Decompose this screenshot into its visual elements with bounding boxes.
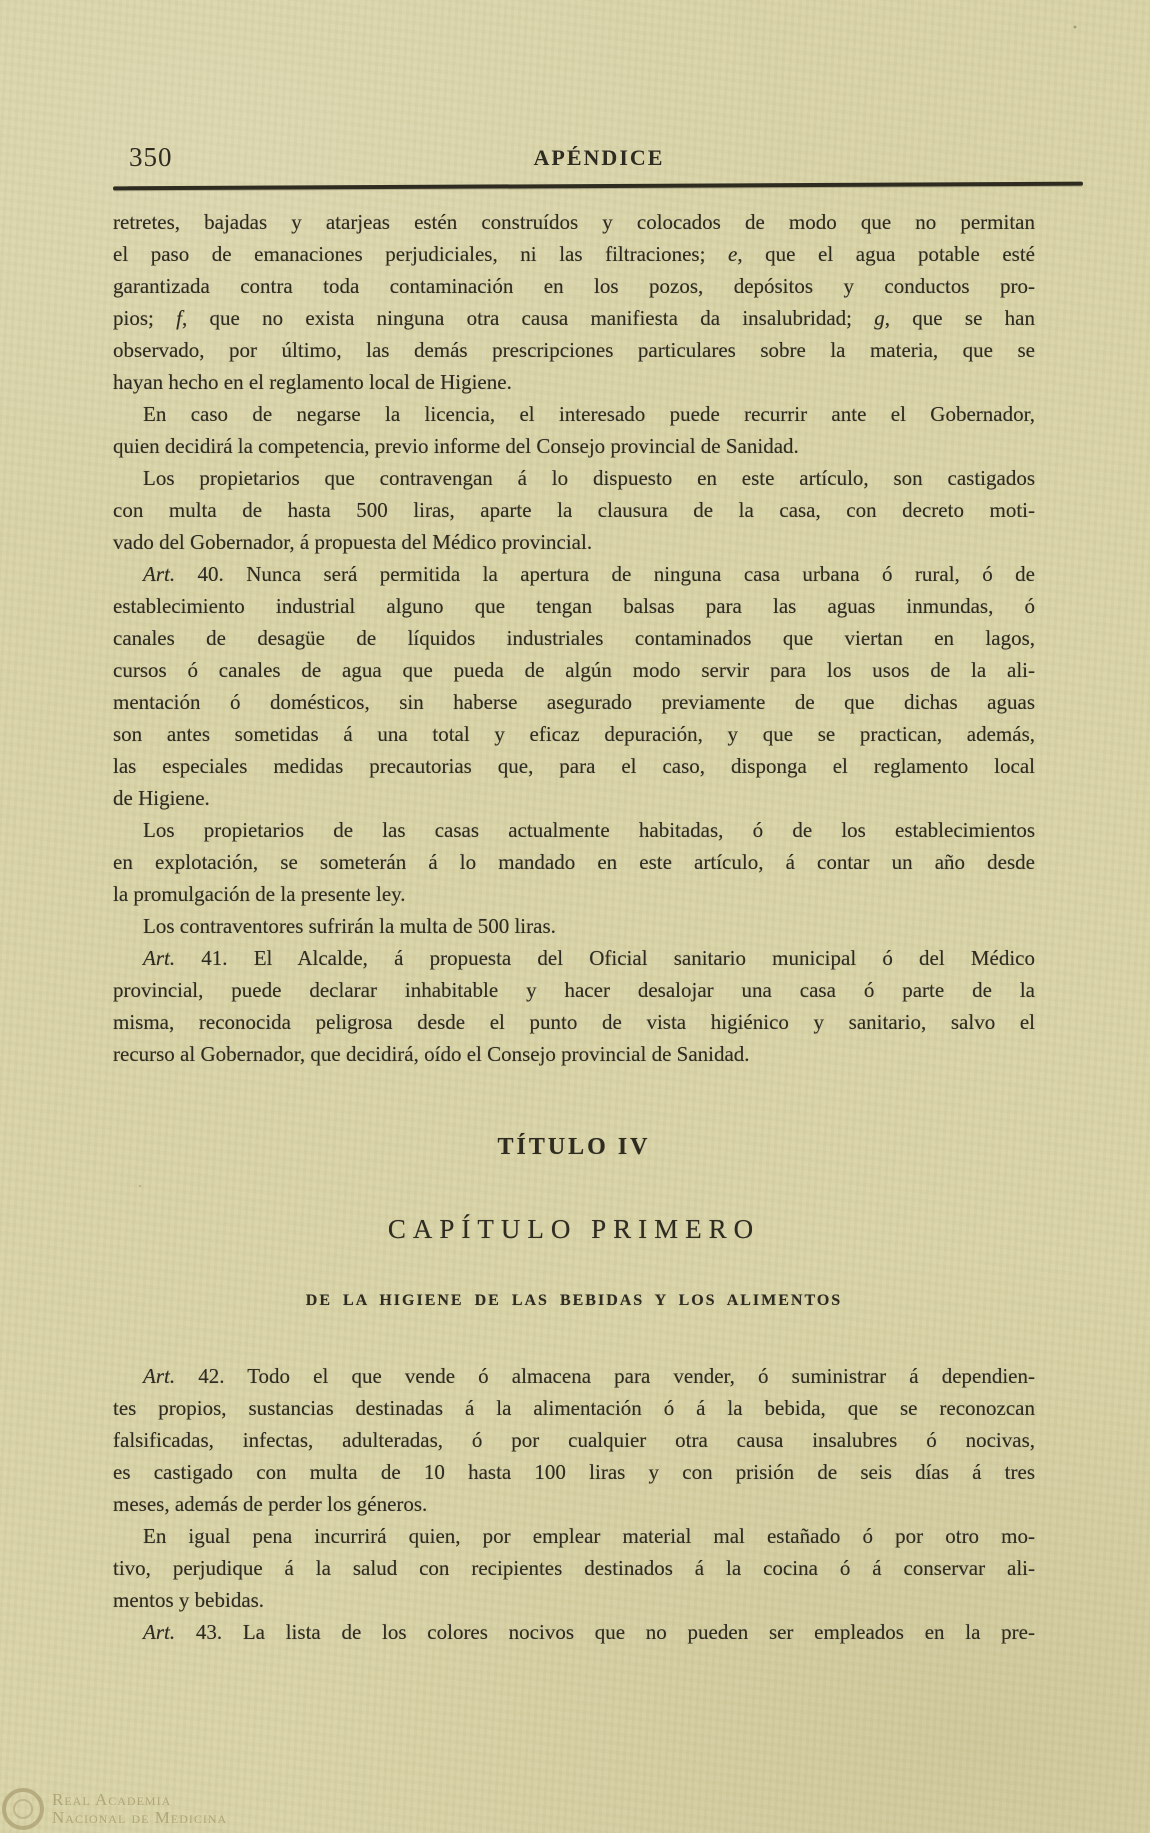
text-line: misma, reconocida peligrosa desde el punto de vista higiénico y sanitario, salvo el	[113, 1010, 1035, 1034]
text-line: falsificadas, infectas, adulteradas, ó por cualquier otra causa insalubres ó nocivas,	[113, 1428, 1035, 1452]
text-line: hayan hecho en el reglamento local de Higiene.	[113, 370, 512, 394]
paragraph	[113, 1616, 1035, 1648]
text-line: Art. 41. El Alcalde, á propuesta del Oficial sanitario municipal ó del Médico	[143, 946, 1035, 970]
text-line: provincial, puede declarar inhabitable y hacer desalojar una casa ó parte de la	[113, 978, 1035, 1002]
text-line: Art. 40. Nunca será permitida la apertura de ninguna casa urbana ó rural, ó de	[143, 562, 1035, 586]
paragraph	[113, 558, 1035, 814]
text-line: En igual pena incurrirá quien, por emplear material mal estañado ó por otro mo-	[143, 1524, 1035, 1548]
watermark-line2: Nacional de Medicina	[52, 1808, 228, 1827]
heading-section: DE LA HIGIENE DE LAS BEBIDAS Y LOS ALIMENTOS	[305, 1292, 843, 1309]
text-line: son antes sometidas á una total y eficaz depuración, y que se practican, además,	[113, 722, 1035, 746]
text-line: Art. 42. Todo el que vende ó almacena para vender, ó suministrar á dependien-	[143, 1364, 1035, 1388]
page-header	[113, 142, 1085, 176]
text-line: tes propios, sustancias destinadas á la alimentación ó á la bebida, que se reconozcan	[113, 1396, 1035, 1420]
text-line: meses, además de perder los géneros.	[113, 1492, 428, 1516]
text-line: observado, por último, las demás prescripciones particulares sobre la materia, que se	[113, 338, 1035, 362]
text-line: el paso de emanaciones perjudiciales, ni las filtraciones; e, que el agua potable esté	[113, 242, 1035, 266]
text-line: quien decidirá la competencia, previo informe del Consejo provincial de Sanidad.	[113, 434, 799, 458]
text-line: las especiales medidas precautorias que, para el caso, disponga el reglamento local	[113, 754, 1035, 778]
text-line: la promulgación de la presente ley.	[113, 882, 406, 906]
text-line: con multa de hasta 500 liras, aparte la clausura de la casa, con decreto moti-	[113, 498, 1035, 522]
text-line: mentación ó domésticos, sin haberse asegurado previamente de que dichas aguas	[113, 690, 1035, 714]
paragraph	[113, 398, 1035, 462]
text-line: es castigado con multa de 10 hasta 100 liras y con prisión de seis días á tres	[113, 1460, 1035, 1484]
paragraph	[113, 462, 1035, 558]
text-line: en explotación, se someterán á lo mandado en este artículo, á contar un año desde	[113, 850, 1035, 874]
watermark-line1: Real Academia	[52, 1790, 172, 1809]
academy-seal-icon	[2, 1788, 44, 1830]
text-line: En caso de negarse la licencia, el interesado puede recurrir ante el Gobernador,	[143, 402, 1035, 426]
paragraph	[113, 1520, 1035, 1616]
heading-capitulo: CAPÍTULO PRIMERO	[387, 1214, 761, 1244]
text-line: cursos ó canales de agua que pueda de algún modo servir para los usos de la ali-	[113, 658, 1035, 682]
watermark-text	[52, 1791, 227, 1827]
watermark	[2, 1788, 227, 1830]
text-line: garantizada contra toda contaminación en los pozos, depósitos y conductos pro-	[113, 274, 1035, 298]
text-line: vado del Gobernador, á propuesta del Médico provincial.	[113, 530, 593, 554]
text-line: de Higiene.	[113, 786, 210, 810]
paragraph	[113, 910, 1035, 942]
paragraph	[113, 942, 1035, 1070]
text-line: canales de desagüe de líquidos industriales contaminados que viertan en lagos,	[113, 626, 1035, 650]
text-line: Art. 43. La lista de los colores nocivos que no pueden ser empleados en la pre-	[143, 1620, 1035, 1644]
header-rule	[113, 182, 1083, 191]
text-line: recurso al Gobernador, que decidirá, oído el Consejo provincial de Sanidad.	[113, 1042, 750, 1066]
paragraph	[113, 1360, 1035, 1520]
paragraph	[113, 814, 1035, 910]
page-body	[113, 206, 1035, 1648]
page-number: 350	[129, 142, 173, 172]
text-line: tivo, perjudique á la salud con recipientes destinados á la cocina ó á conservar ali-	[113, 1556, 1035, 1580]
text-line: retretes, bajadas y atarjeas estén construídos y colocados de modo que no permitan	[113, 210, 1035, 234]
text-line: Los propietarios de las casas actualmente habitadas, ó de los establecimientos	[143, 818, 1035, 842]
text-line: Los contraventores sufrirán la multa de 500 liras.	[143, 914, 556, 938]
text-line: mentos y bebidas.	[113, 1588, 265, 1612]
text-line: pios; f, que no exista ninguna otra causa manifiesta da insalubridad; g, que se han	[113, 306, 1036, 330]
text-line: Los propietarios que contravengan á lo dispuesto en este artículo, son castigados	[143, 466, 1035, 490]
paragraph	[113, 206, 1035, 398]
text-line: establecimiento industrial alguno que tengan balsas para las aguas inmundas, ó	[113, 594, 1035, 618]
heading-titulo: TÍTULO IV	[497, 1134, 651, 1160]
running-title: APÉNDICE	[533, 145, 665, 170]
